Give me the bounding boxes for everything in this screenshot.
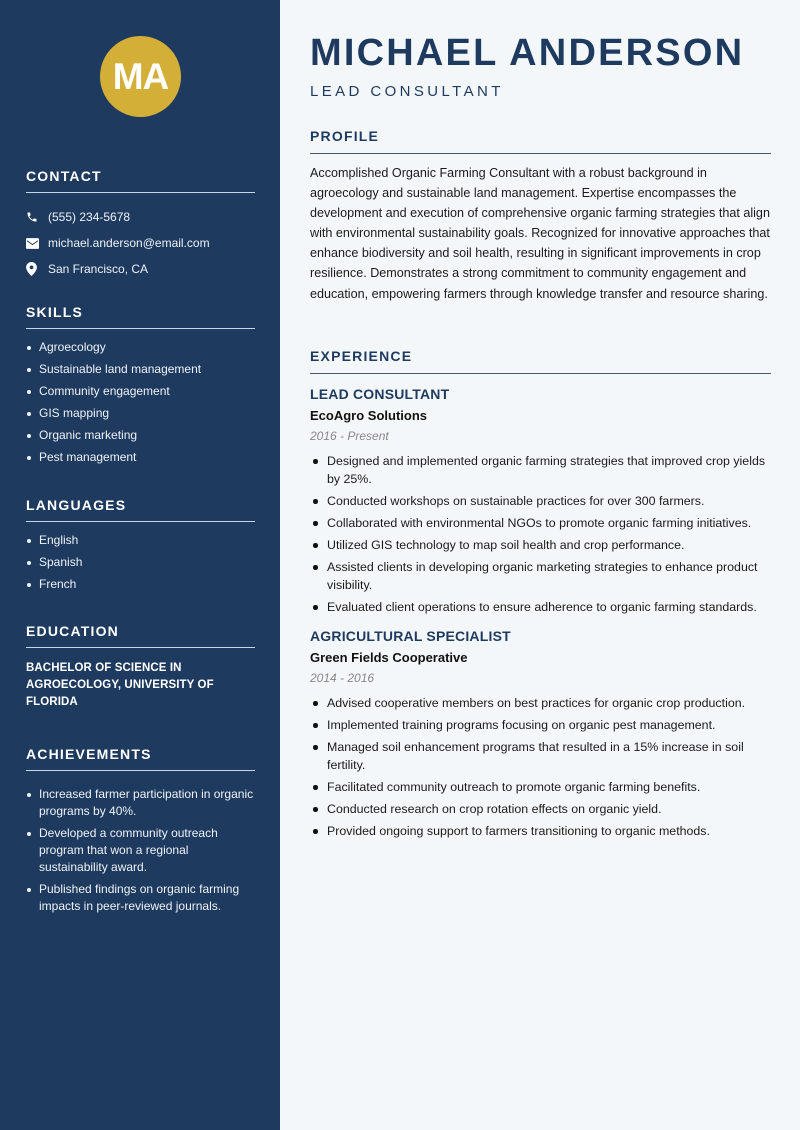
education-heading: EDUCATION — [26, 623, 255, 648]
contact-phone — [26, 204, 255, 230]
candidate-name: MICHAEL ANDERSON — [310, 32, 745, 74]
achievements-heading: ACHIEVEMENTS — [26, 746, 255, 771]
avatar-initials: MA — [112, 55, 169, 97]
profile-heading: PROFILE — [310, 128, 771, 154]
job-bullets — [310, 452, 771, 616]
education-section — [26, 623, 255, 711]
job-company: Green Fields Cooperative — [310, 650, 468, 665]
phone-text: (555) 234-5678 — [48, 210, 131, 224]
profile-text: Accomplished Organic Farming Consultant with a robust background in agroecology and sustainable land management. Expertise encompasses the development and execution of comprehensive organic farming strategies that align with environmental sustainability goals. Recognized for innovative approaches that enhance biodiversity and soil health, resulting in significant improvements in crop resilience. Demonstrates a strong commitment to community engagement and education, empowering farmers through knowledge transfer and resource sharing. — [310, 166, 770, 301]
job-bullet: Facilitated community outreach to promote organic farming benefits. — [310, 778, 771, 796]
location-pin-icon — [26, 262, 48, 276]
job-title: AGRICULTURAL SPECIALIST — [310, 628, 511, 644]
achievement-item: Increased farmer participation in organic programs by 40%. — [26, 786, 255, 820]
contact-list — [26, 204, 255, 282]
job-bullet: Advised cooperative members on best practices for organic crop production. — [310, 694, 771, 712]
phone-icon — [26, 211, 48, 223]
achievements-list — [26, 786, 255, 915]
email-text: michael.anderson@email.com — [48, 236, 210, 250]
skill-item: Sustainable land management — [26, 361, 255, 378]
job-bullet: Managed soil enhancement programs that resulted in a 15% increase in soil fertility. — [310, 738, 771, 774]
achievement-item: Developed a community outreach program that won a regional sustainability award. — [26, 825, 255, 876]
experience-heading: EXPERIENCE — [310, 348, 771, 374]
skills-list — [26, 339, 255, 466]
contact-location — [26, 256, 255, 282]
skill-item: Organic marketing — [26, 427, 255, 444]
skill-item: Community engagement — [26, 383, 255, 400]
job-title: LEAD CONSULTANT — [310, 386, 450, 402]
skill-item: GIS mapping — [26, 405, 255, 422]
skill-item: Agroecology — [26, 339, 255, 356]
job-entry — [310, 628, 771, 840]
profile-section — [310, 128, 771, 304]
contact-section — [26, 168, 255, 282]
sidebar — [0, 0, 280, 1130]
achievement-item: Published findings on organic farming impacts in peer-reviewed journals. — [26, 881, 255, 915]
job-bullet: Assisted clients in developing organic marketing strategies to enhance product visibility. — [310, 558, 771, 594]
job-entry — [310, 386, 771, 616]
job-bullet: Provided ongoing support to farmers transitioning to organic methods. — [310, 822, 771, 840]
job-bullet: Designed and implemented organic farming strategies that improved crop yields by 25%. — [310, 452, 771, 488]
languages-list — [26, 532, 255, 593]
job-bullet: Utilized GIS technology to map soil health and crop performance. — [310, 536, 771, 554]
languages-heading: LANGUAGES — [26, 497, 255, 522]
skills-section — [26, 304, 255, 471]
language-item: Spanish — [26, 554, 255, 571]
job-bullet: Collaborated with environmental NGOs to promote organic farming initiatives. — [310, 514, 771, 532]
achievements-section — [26, 746, 255, 920]
language-item: French — [26, 576, 255, 593]
language-item: English — [26, 532, 255, 549]
job-bullet: Conducted research on crop rotation effects on organic yield. — [310, 800, 771, 818]
job-company: EcoAgro Solutions — [310, 408, 427, 423]
email-icon — [26, 238, 48, 249]
contact-email — [26, 230, 255, 256]
candidate-title: LEAD CONSULTANT — [310, 83, 504, 100]
job-dates: 2016 - Present — [310, 429, 389, 443]
skills-heading: SKILLS — [26, 304, 255, 329]
avatar — [100, 36, 181, 117]
location-text: San Francisco, CA — [48, 262, 149, 276]
job-dates: 2014 - 2016 — [310, 671, 375, 685]
contact-heading: CONTACT — [26, 168, 255, 193]
job-bullet: Evaluated client operations to ensure adherence to organic farming standards. — [310, 598, 771, 616]
job-bullets — [310, 694, 771, 840]
job-bullet: Conducted workshops on sustainable practices for over 300 farmers. — [310, 492, 771, 510]
education-degree: BACHELOR OF SCIENCE IN AGROECOLOGY, UNIVERSITY OF FLORIDA — [26, 662, 214, 708]
skill-item: Pest management — [26, 449, 255, 466]
job-bullet: Implemented training programs focusing on organic pest management. — [310, 716, 771, 734]
languages-section — [26, 497, 255, 598]
experience-section — [310, 348, 771, 844]
